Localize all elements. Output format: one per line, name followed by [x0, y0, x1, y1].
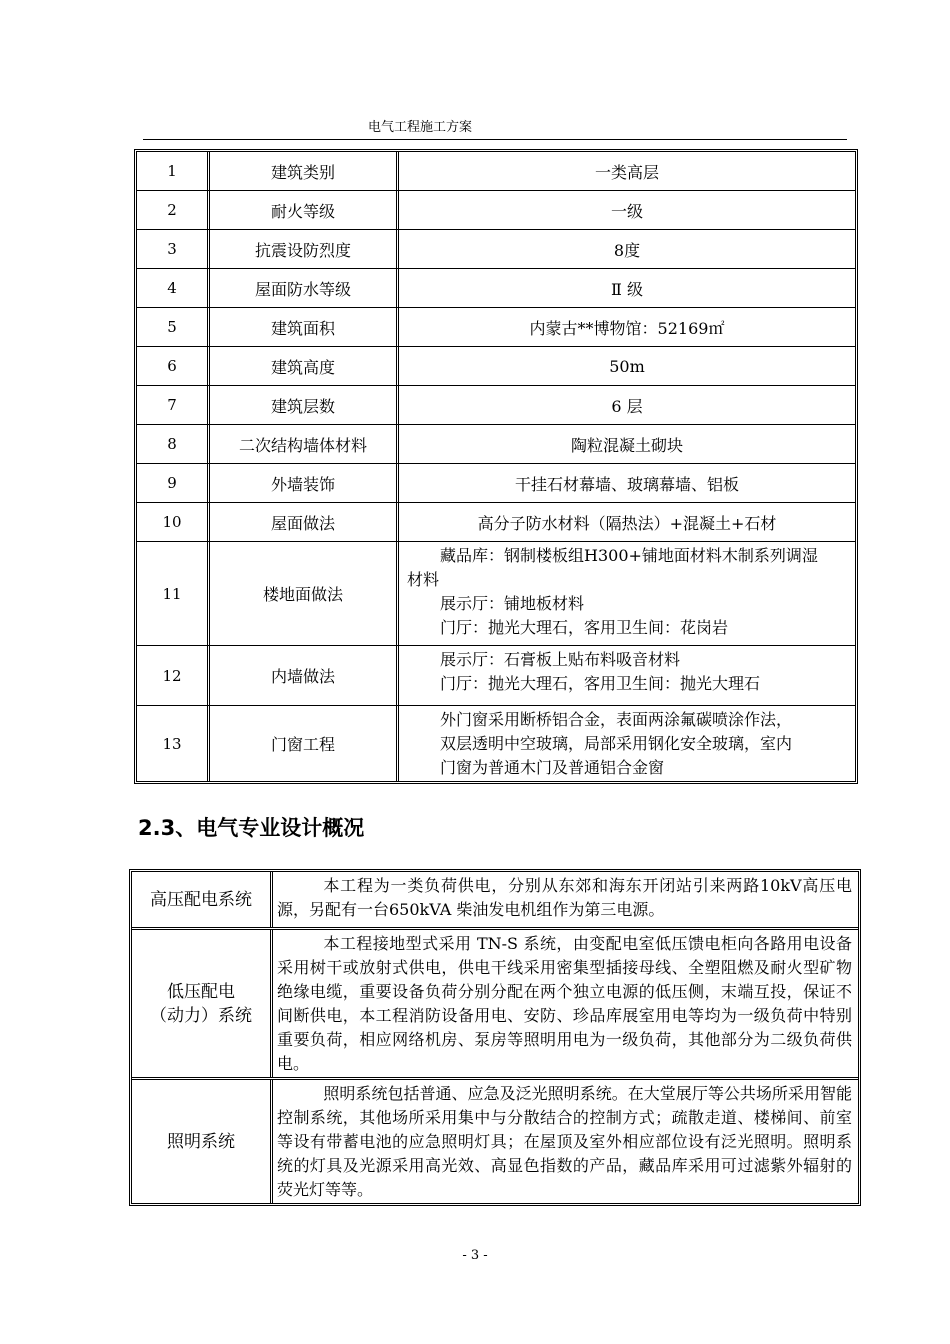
row-value: 内蒙古**博物馆：52169㎡	[529, 318, 725, 338]
row-item: 楼地面做法	[210, 542, 399, 645]
table-row	[137, 541, 855, 645]
system-label: 高压配电系统	[132, 872, 273, 927]
description-paragraph: 本工程为一类负荷供电，分别从东郊和海东开闭站引来两路10kV高压电源，另配有一台650kVA 柴油发电机组作为第三电源。	[277, 876, 852, 919]
row-number: 3	[137, 230, 210, 268]
table-row	[132, 1077, 858, 1203]
system-description	[273, 1080, 858, 1203]
value-line: 门厅：抛光大理石，客用卫生间：花岗岩	[440, 618, 729, 637]
header-title: 电气工程施工方案	[368, 120, 473, 135]
row-number: 6	[137, 347, 210, 385]
row-value	[399, 542, 855, 645]
row-number: 8	[137, 425, 210, 463]
row-value: 一类高层	[594, 162, 659, 182]
row-number: 4	[137, 269, 210, 307]
row-value: 高分子防水材料（隔热法）+混凝土+石材	[477, 513, 777, 533]
row-item: 外墙装饰	[210, 464, 399, 502]
page-number: - 3 -	[462, 1248, 488, 1263]
row-item: 屋面防水等级	[210, 269, 399, 307]
row-number: 12	[137, 646, 210, 705]
row-number: 13	[137, 706, 210, 781]
row-value: 干挂石材幕墙、玻璃幕墙、铝板	[514, 474, 739, 494]
value-line: 材料	[407, 570, 440, 589]
electrical-design-table	[129, 869, 861, 1206]
value-line: 展示厅：石膏板上贴布料吸音材料	[440, 650, 681, 669]
description-paragraph: 照明系统包括普通、应急及泛光照明系统。在大堂展厅等公共场所采用智能控制系统，其他场所采用集中与分散结合的控制方式；疏散走道、楼梯间、前室等设有带蓄电池的应急照明灯具；在屋顶及室外相应部位设有泛光照明。照明系统的灯具及光源采用高光效、高显色指数的产品，藏品库采用可过滤紫外辐射的荧光灯等等。	[277, 1084, 852, 1199]
table-row	[137, 463, 855, 502]
table-row	[137, 268, 855, 307]
table-row	[137, 190, 855, 229]
description-paragraph: 本工程接地型式采用 TN-S 系统，由变配电室低压馈电柜向各路用电设备采用树干或放射式供电，供电干线采用密集型插接母线、全塑阻燃及耐火型矿物绝缘电缆，重要设备负荷分别分配在两个独立电源的低压侧，末端互投，保证不间断供电，本工程消防设备用电、安防、珍品库展室用电等均为一级负荷中特别重要负荷，相应网络机房、泵房等照明用电为一级负荷，其他部分为二级负荷供电。	[277, 934, 852, 1073]
row-value: 一级	[610, 201, 643, 221]
row-item: 建筑面积	[210, 308, 399, 346]
row-number: 10	[137, 503, 210, 541]
system-label	[132, 930, 273, 1077]
row-value	[399, 646, 855, 705]
table-row	[137, 229, 855, 268]
table-row	[132, 872, 858, 927]
value-line: 双层透明中空玻璃，局部采用钢化安全玻璃，室内	[440, 734, 793, 753]
system-description	[273, 872, 858, 927]
row-value: 8度	[613, 240, 641, 260]
row-number: 5	[137, 308, 210, 346]
row-value: 6 层	[611, 396, 643, 416]
building-overview-table	[134, 149, 858, 784]
row-item: 抗震设防烈度	[210, 230, 399, 268]
value-line: 藏品库：钢制楼板组H300+铺地面材料木制系列调湿	[440, 546, 818, 565]
row-item: 门窗工程	[210, 706, 399, 781]
table-row	[137, 645, 855, 705]
row-item: 屋面做法	[210, 503, 399, 541]
row-item: 建筑层数	[210, 386, 399, 424]
table-row	[137, 385, 855, 424]
table-row	[137, 152, 855, 190]
table-row	[137, 424, 855, 463]
label-line: 低压配电	[167, 981, 235, 1002]
row-item: 建筑高度	[210, 347, 399, 385]
table-row	[137, 502, 855, 541]
table-row	[137, 346, 855, 385]
table-row	[137, 705, 855, 781]
value-line: 门窗为普通木门及普通铝合金窗	[440, 758, 665, 777]
row-item: 内墙做法	[210, 646, 399, 705]
header-divider	[143, 139, 847, 140]
system-description	[273, 930, 858, 1077]
row-number: 9	[137, 464, 210, 502]
row-item: 二次结构墙体材料	[210, 425, 399, 463]
row-value: 50m	[609, 356, 645, 376]
row-number: 2	[137, 191, 210, 229]
label-line: （动力）系统	[150, 1005, 252, 1026]
row-number: 7	[137, 386, 210, 424]
row-number: 1	[137, 152, 210, 190]
row-value: 陶粒混凝土砌块	[570, 435, 683, 455]
row-item: 建筑类别	[210, 152, 399, 190]
system-label: 照明系统	[132, 1080, 273, 1203]
row-value	[399, 706, 855, 781]
row-value: Ⅱ 级	[611, 279, 643, 299]
row-item: 耐火等级	[210, 191, 399, 229]
table-row	[132, 927, 858, 1077]
section-heading: 2.3、电气专业设计概况	[138, 816, 365, 840]
value-line: 展示厅：铺地板材料	[440, 594, 585, 613]
value-line: 外门窗采用断桥铝合金，表面两涂氟碳喷涂作法，	[440, 710, 793, 729]
row-number: 11	[137, 542, 210, 645]
value-line: 门厅：抛光大理石，客用卫生间：抛光大理石	[440, 674, 761, 693]
table-row	[137, 307, 855, 346]
